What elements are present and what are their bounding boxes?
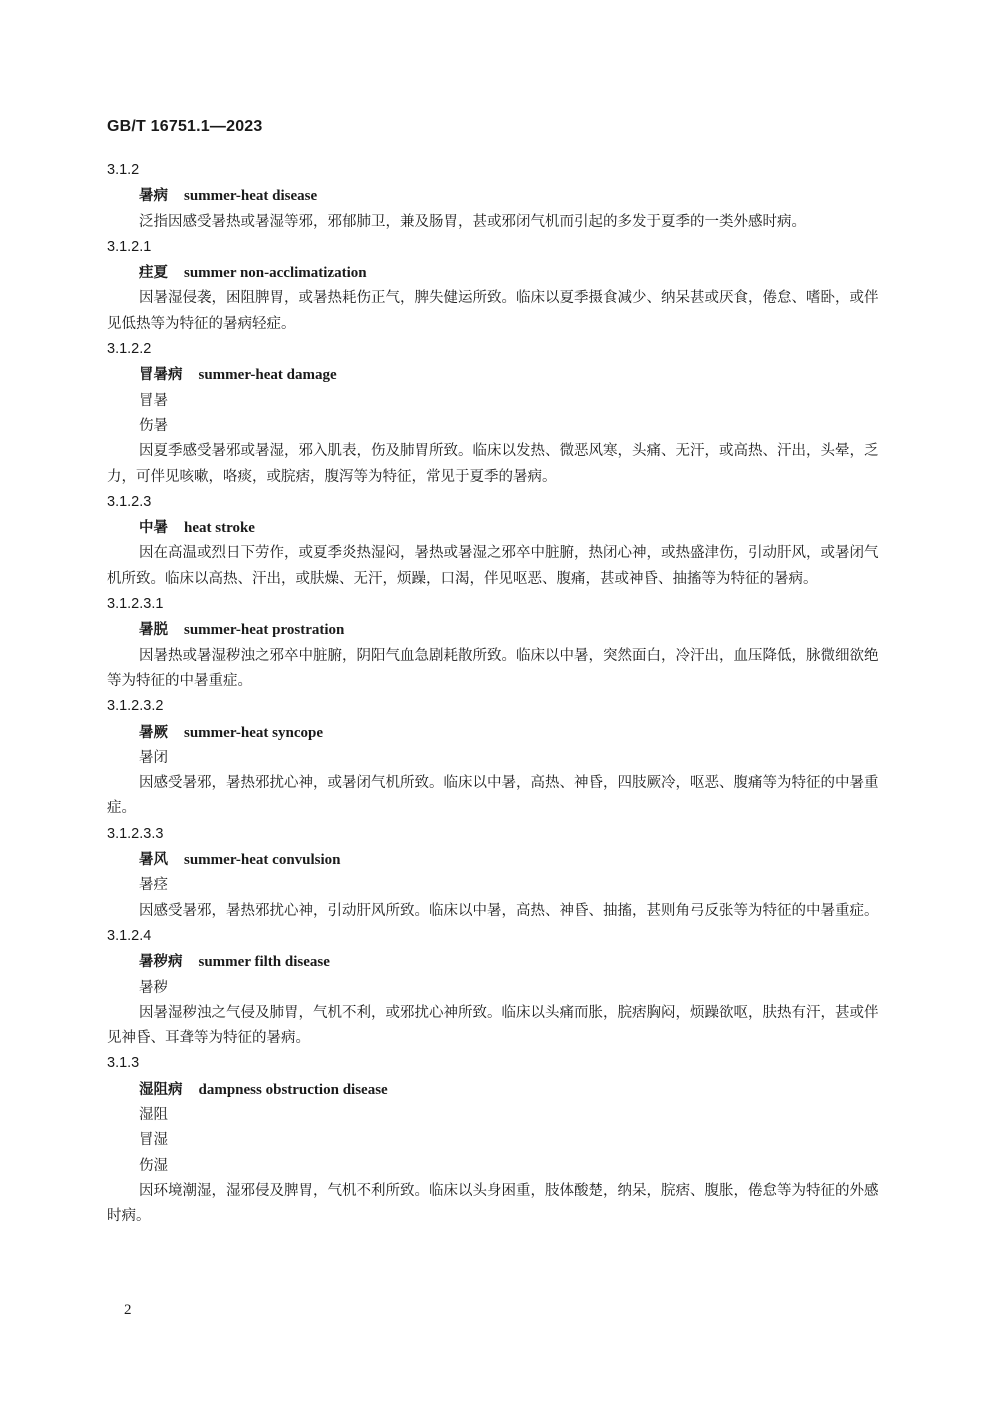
entry-number: 3.1.2.3.1 <box>107 596 164 613</box>
term-entry <box>107 490 887 592</box>
term-zh: 暑脱 <box>139 621 168 639</box>
definition: 因暑湿秽浊之气侵及肺胃，气机不利，或邪扰心神所致。临床以头痛而胀，脘痞胸闷，烦躁欲呕，肤热有汗，甚或伴见神昏、耳聋等为特征的暑病。 <box>107 1004 879 1047</box>
term-entry <box>107 592 887 694</box>
definition: 因感受暑邪，暑热邪扰心神，或暑闭气机所致。临床以中暑，高热、神昏，四肢厥冷，呕恶、腹痛等为特征的中暑重症。 <box>107 775 879 817</box>
definition: 因环境潮湿，湿邪侵及脾胃，气机不利所致。临床以头身困重，肢体酸楚，纳呆，脘痞、腹胀，倦怠等为特征的外感时病。 <box>107 1182 879 1225</box>
term-zh: 暑风 <box>139 851 168 869</box>
synonym: 暑闭 <box>139 749 168 766</box>
term-zh: 湿阻病 <box>139 1080 183 1098</box>
term-heading <box>107 617 887 643</box>
term-heading <box>107 362 887 388</box>
term-zh: 暑秽病 <box>139 953 183 971</box>
term-entry <box>107 235 887 337</box>
entries-list <box>107 158 887 1229</box>
term-heading <box>107 949 887 975</box>
term-zh: 疰夏 <box>139 264 168 282</box>
term-entry <box>107 694 887 821</box>
term-heading <box>107 1077 887 1103</box>
entry-number: 3.1.2.4 <box>107 927 152 944</box>
entry-number: 3.1.2.2 <box>107 341 152 358</box>
definition: 因感受暑邪，暑热邪扰心神，引动肝风所致。临床以中暑，高热、神昏、抽搐，甚则角弓反张等为特征的中暑重症。 <box>139 902 879 919</box>
term-en: summer filth disease <box>198 954 330 971</box>
definition: 因在高温或烈日下劳作，或夏季炎热湿闷，暑热或暑湿之邪卒中脏腑，热闭心神，或热盛津伤，引动肝风，或暑闭气机所致。临床以高热、汗出，或肤燥、无汗，烦躁，口渴，伴见呕恶、腹痛，甚或神昏、抽搐等为特征的暑病。 <box>107 545 879 587</box>
entry-number: 3.1.3 <box>107 1055 140 1072</box>
term-heading <box>107 515 887 541</box>
term-entry <box>107 924 887 1051</box>
term-entry <box>107 822 887 924</box>
synonym: 伤湿 <box>139 1157 168 1174</box>
term-en: summer non-acclimatization <box>184 265 367 282</box>
term-zh: 暑厥 <box>139 723 168 741</box>
definition: 因暑湿侵袭，困阻脾胃，或暑热耗伤正气，脾失健运所致。临床以夏季摄食减少、纳呆甚或厌食，倦怠、嗜卧，或伴见低热等为特征的暑病轻症。 <box>107 290 879 332</box>
synonym: 冒湿 <box>139 1132 168 1149</box>
term-entry <box>107 337 887 490</box>
term-entry <box>107 1051 887 1229</box>
synonym: 湿阻 <box>139 1106 168 1123</box>
term-zh: 冒暑病 <box>139 366 183 384</box>
term-heading <box>107 720 887 746</box>
entry-number: 3.1.2 <box>107 162 140 178</box>
synonym: 暑秽 <box>139 979 168 996</box>
standard-code: GB/T 16751.1—2023 <box>107 118 263 135</box>
definition: 泛指因感受暑热或暑湿等邪，邪郁肺卫，兼及肠胃，甚或邪闭气机而引起的多发于夏季的一类外感时病。 <box>139 213 806 230</box>
term-en: summer-heat damage <box>198 367 337 384</box>
term-heading <box>107 183 887 209</box>
term-heading <box>107 260 887 286</box>
page-number: 2 <box>124 1302 132 1318</box>
term-heading <box>107 847 887 873</box>
entry-number: 3.1.2.3.3 <box>107 825 164 842</box>
term-zh: 暑病 <box>139 187 168 205</box>
term-zh: 中暑 <box>139 519 168 537</box>
synonym: 伤暑 <box>139 417 168 434</box>
synonym: 暑痉 <box>139 877 168 894</box>
entry-number: 3.1.2.3 <box>107 493 152 510</box>
entry-number: 3.1.2.1 <box>107 238 152 255</box>
entry-number: 3.1.2.3.2 <box>107 698 164 715</box>
definition: 因暑热或暑湿秽浊之邪卒中脏腑，阴阳气血急剧耗散所致。临床以中暑，突然面白，冷汗出，血压降低，脉微细欲绝等为特征的中暑重症。 <box>107 647 879 689</box>
synonym: 冒暑 <box>139 392 168 409</box>
term-entry <box>107 158 887 235</box>
term-en: dampness obstruction disease <box>198 1081 388 1098</box>
term-en: summer-heat prostration <box>184 622 345 639</box>
term-en: summer-heat disease <box>184 188 318 205</box>
definition: 因夏季感受暑邪或暑湿，邪入肌表，伤及肺胃所致。临床以发热、微恶风寒，头痛、无汗，或高热、汗出，头晕，乏力，可伴见咳嗽，咯痰，或脘痞，腹泻等为特征，常见于夏季的暑病。 <box>107 443 879 485</box>
term-en: heat stroke <box>184 520 255 537</box>
term-en: summer-heat convulsion <box>184 852 341 869</box>
term-en: summer-heat syncope <box>184 724 324 741</box>
